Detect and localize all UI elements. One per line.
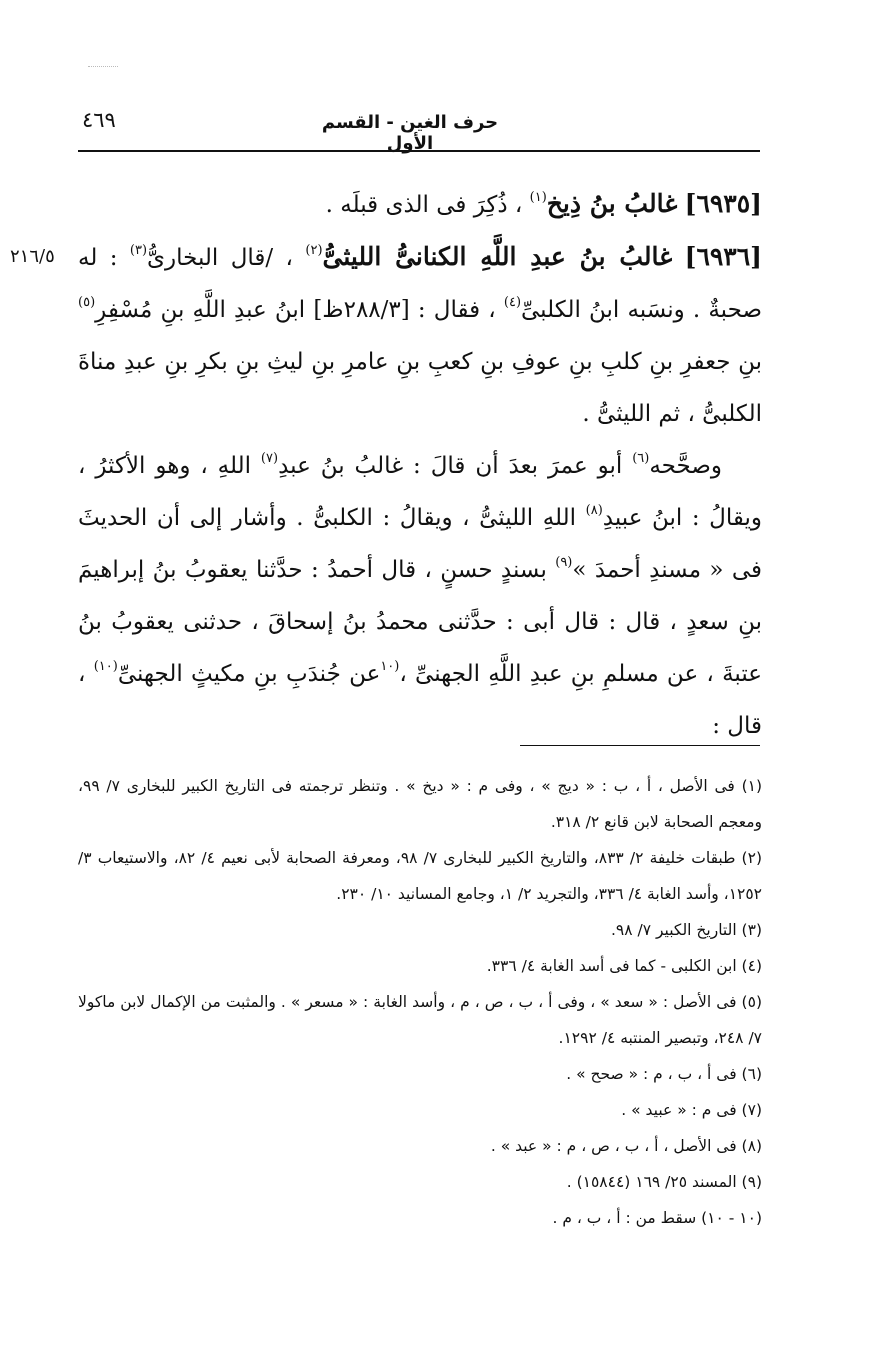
footnote-1: (١) فى الأصل ، أ ، ب : « ديج » ، وفى م : « ديخ » . وتنظر ترجمته فى التاريخ الكبير للبخارى ٧/ ٩٩، ومعجم الصحابة لابن قانع ٢/ ٣١٨. [78, 777, 763, 831]
footnote-5: (٥) فى الأصل : « سعد » ، وفى أ ، ب ، ص ، م ، وأسد الغابة : « مسعر » . والمثبت من الإكمال لابن ماكولا ٧/ ٢٤٨، وتبصير المنتبه ٤/ ١٢٩٢. [78, 993, 762, 1047]
footnotes [78, 768, 762, 1236]
footnote-ref: (٢) [305, 243, 323, 258]
entry-number: [٦٩٣٦] [684, 242, 763, 271]
footnote-ref: (٨) [585, 503, 603, 518]
footnote-10: (١٠ - ١٠) سقط من : أ ، ب ، م . [552, 1209, 762, 1227]
entry-name: غالبُ بنُ ذِيخ [546, 189, 678, 218]
body-text: عن جُندَبِ بنِ مكيثٍ الجهنىِّ [117, 661, 381, 687]
footnote-ref: (٦) [632, 451, 650, 466]
margin-reference: ٢١٦/٥ [10, 246, 55, 267]
running-header-title: حرف الغين - القسم الأول [321, 112, 499, 154]
body-text: اللهِ الليثىُّ ، ويقالُ : الكلبىُّ . وأشار إلى أن الحديثَ فى « مسندِ أحمدَ » [78, 505, 762, 583]
body-paragraph [78, 440, 762, 752]
body-text: اللهِ ، وهو الأكثرُ ، ويقالُ : ابنُ عبيدِ [78, 453, 762, 531]
page-number: ٤٦٩ [82, 108, 116, 132]
body-text: أبو عمرَ بعدَ أن قالَ : غالبُ بنُ عبدِ [278, 453, 623, 479]
footnote-2: (٢) طبقات خليفة ٢/ ٨٣٣، والتاريخ الكبير للبخارى ٧/ ٩٨، ومعرفة الصحابة لأبى نعيم ٤/ ٨٢، والاستيعاب ٣/ ١٢٥٢، وأسد الغابة ٤/ ٣٣٦، والتجريد ٢/ ١، وجامع المسانيد ١٠/ ٢٣٠. [78, 849, 762, 903]
footnote-ref: (٣) [129, 243, 148, 258]
entry-number: [٦٩٣٥] [684, 189, 762, 218]
footnote-9: (٩) المسند ٢٥/ ١٦٩ (١٥٨٤٤) . [566, 1173, 762, 1191]
entry-text: ، فقال : [٢٨٨/٣ظ] ابنُ عبدِ اللَّهِ بنِ مُسْفِرِ [95, 297, 496, 323]
main-text [78, 178, 762, 752]
footnote-ref: (٥) [78, 295, 96, 310]
footnote-8: (٨) فى الأصل ، أ ، ب ، ص ، م : « عبد » . [490, 1137, 762, 1155]
footnote-ref: (٤) [503, 295, 522, 310]
footnote-ref: (١٠) [93, 659, 118, 674]
footnote-ref: (١٠ [380, 659, 400, 674]
footnote-ref: (٧) [260, 451, 279, 466]
body-text: ، قال : [78, 661, 762, 739]
footnote-rule [520, 745, 760, 746]
entry-text: ، ذُكِرَ فى الذى قبلَه . [325, 192, 523, 218]
scan-speck [88, 66, 118, 71]
footnote-ref: (٩) [555, 555, 573, 570]
entry-6935 [78, 178, 762, 231]
body-text: وصحَّحه [649, 453, 722, 479]
footnote-6: (٦) فى أ ، ب ، م : « صحح » . [566, 1065, 762, 1083]
entry-text: ، /قال البخارىُّ [147, 245, 293, 271]
body-text: بسندٍ حسنٍ ، قال أحمدُ : حدَّثنا يعقوبُ بنُ إبراهيمَ بنِ سعدٍ ، قال : قال أبى : حدَّثنى محمدُ بنُ إسحاقَ ، حدثنى يعقوبُ بنُ عتبةَ ، عن مسلمِ بنِ عبدِ اللَّهِ الجهنىِّ ، [78, 557, 763, 687]
footnote-4: (٤) ابن الكلبى - كما فى أسد الغابة ٤/ ٣٣٦. [486, 957, 762, 975]
footnote-7: (٧) فى م : « عبيد » . [621, 1101, 762, 1119]
footnote-3: (٣) التاريخ الكبير ٧/ ٩٨. [610, 921, 762, 939]
entry-6936 [78, 231, 762, 440]
entry-name: غالبُ بنُ عبدِ اللَّهِ الكنانىُّ الليثىُّ [322, 242, 673, 271]
footnote-ref: (١) [529, 190, 547, 205]
entry-text: : له صحبةٌ . ونسَبه ابنُ الكلبىِّ [78, 245, 762, 323]
header-rule [78, 150, 760, 152]
entry-text: بنِ جعفرِ بنِ كلبِ بنِ عوفِ بنِ كعبِ بنِ عامرِ بنِ ليثِ بنِ بكرِ بنِ عبدِ مناةَ الكلبىُّ ، ثم الليثىُّ . [78, 349, 762, 427]
